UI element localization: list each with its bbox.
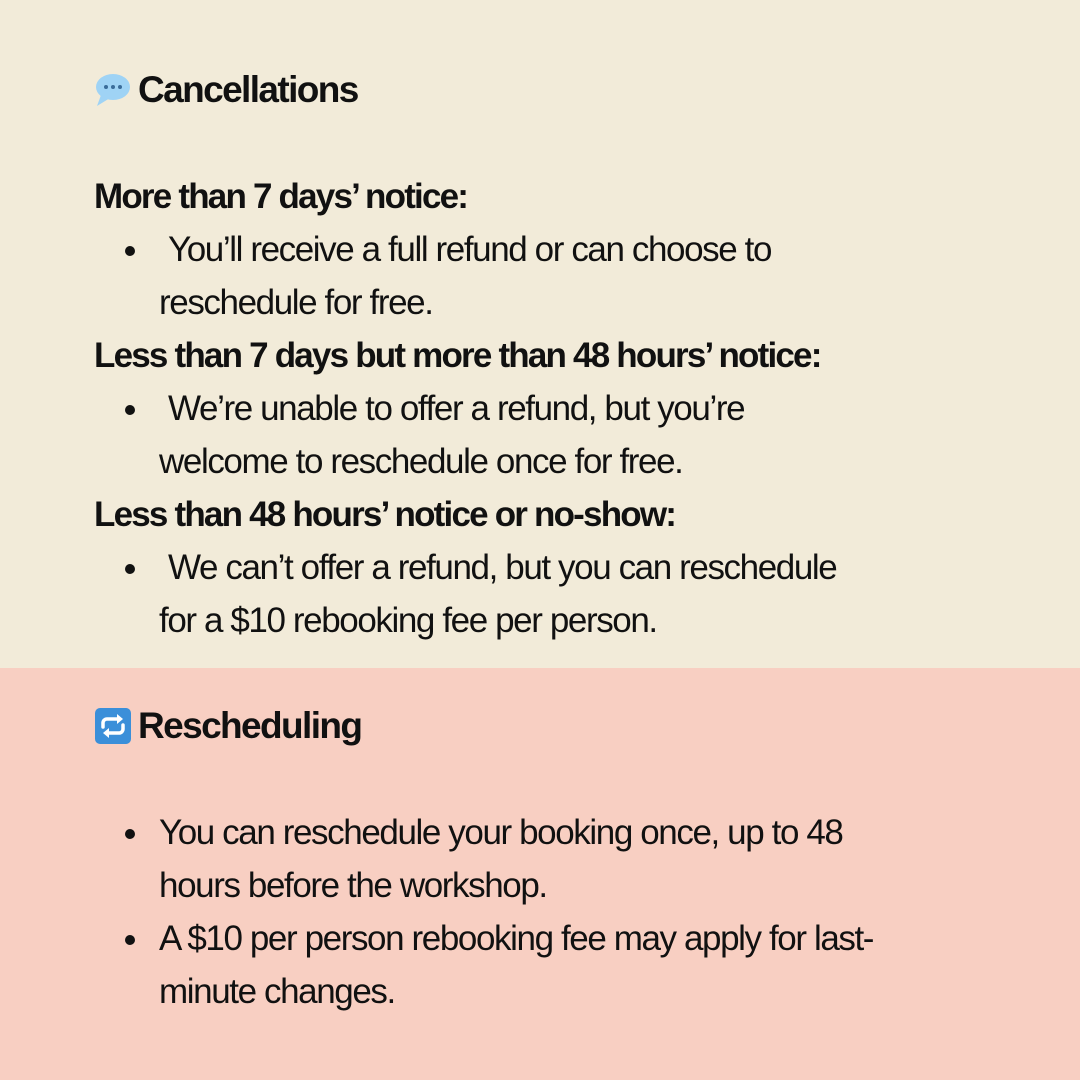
cancellation-rules bbox=[94, 170, 994, 647]
list-item bbox=[159, 382, 994, 488]
list-item bbox=[159, 223, 994, 329]
speech-bubble-icon bbox=[94, 71, 132, 109]
list-item bbox=[159, 541, 994, 647]
rule-detail-line: You’ll receive a full refund or can choose to bbox=[168, 230, 772, 269]
rule-detail-line: reschedule for free. bbox=[159, 283, 433, 322]
rescheduling-title: Rescheduling bbox=[138, 705, 362, 746]
repeat-icon bbox=[94, 707, 132, 745]
rescheduling-line: A $10 per person rebooking fee may apply for last- bbox=[159, 919, 874, 958]
cancellations-heading bbox=[94, 68, 358, 112]
rescheduling-rules bbox=[94, 806, 994, 1018]
rule-details bbox=[94, 223, 994, 329]
list-item bbox=[159, 806, 994, 912]
rule-details bbox=[94, 541, 994, 647]
rescheduling-line: minute changes. bbox=[159, 972, 395, 1011]
cancellations-title: Cancellations bbox=[138, 69, 358, 110]
rule-details bbox=[94, 382, 994, 488]
rule-detail-line: We can’t offer a refund, but you can reschedule bbox=[168, 548, 837, 587]
rule-condition: Less than 7 days but more than 48 hours’ notice: bbox=[94, 336, 821, 375]
rule-condition: More than 7 days’ notice: bbox=[94, 177, 468, 216]
rescheduling-heading bbox=[94, 704, 361, 748]
rescheduling-section bbox=[0, 668, 1080, 1080]
rule-detail-line: We’re unable to offer a refund, but you’re bbox=[168, 389, 745, 428]
rescheduling-line: hours before the workshop. bbox=[159, 866, 547, 905]
rescheduling-list bbox=[94, 806, 994, 1018]
rescheduling-line: You can reschedule your booking once, up to 48 bbox=[159, 813, 843, 852]
rule-detail-line: for a $10 rebooking fee per person. bbox=[159, 601, 657, 640]
rule-condition: Less than 48 hours’ notice or no-show: bbox=[94, 495, 676, 534]
list-item bbox=[159, 912, 994, 1018]
rule-detail-line: welcome to reschedule once for free. bbox=[159, 442, 683, 481]
